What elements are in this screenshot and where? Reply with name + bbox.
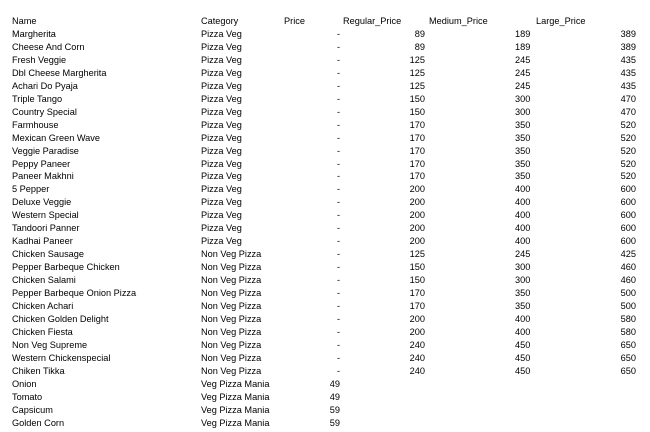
cell-medium-price: 400 bbox=[515, 326, 531, 337]
cell-medium-price: 450 bbox=[515, 352, 531, 363]
cell-medium-price: 245 bbox=[515, 249, 531, 260]
cell-name: Deluxe Veggie bbox=[12, 197, 72, 208]
cell-name: Pepper Barbeque Chicken bbox=[12, 262, 120, 273]
cell-medium-price: 300 bbox=[515, 275, 531, 286]
cell-category: Pizza Veg bbox=[201, 197, 242, 208]
table-row bbox=[0, 365, 650, 378]
table-row bbox=[0, 235, 650, 248]
cell-medium-price: 450 bbox=[515, 339, 531, 350]
cell-name: Fresh Veggie bbox=[12, 54, 67, 65]
cell-price: - bbox=[336, 171, 340, 182]
table-row bbox=[0, 183, 650, 196]
cell-medium-price: 400 bbox=[515, 197, 531, 208]
cell-name: Cheese And Corn bbox=[12, 41, 85, 52]
cell-name: Golden Corn bbox=[12, 417, 65, 428]
cell-category: Veg Pizza Mania bbox=[201, 404, 270, 415]
cell-name: Pepper Barbeque Onion Pizza bbox=[12, 288, 137, 298]
cell-medium-price: 245 bbox=[515, 80, 531, 91]
header-name: Name bbox=[12, 16, 37, 26]
cell-category: Non Veg Pizza bbox=[201, 352, 262, 363]
cell-price: - bbox=[336, 223, 340, 234]
cell-large-price: 650 bbox=[620, 339, 636, 350]
header-medium-price: Medium_Price bbox=[429, 16, 488, 26]
cell-regular-price: 200 bbox=[409, 210, 425, 221]
cell-price: - bbox=[336, 326, 340, 337]
cell-large-price: 580 bbox=[620, 326, 636, 337]
cell-name: Chiken Tikka bbox=[12, 365, 65, 376]
cell-price: - bbox=[336, 80, 340, 91]
cell-price: - bbox=[336, 210, 340, 221]
cell-category: Pizza Veg bbox=[201, 67, 242, 78]
cell-name: Veggie Paradise bbox=[12, 145, 79, 156]
cell-price: 49 bbox=[329, 391, 340, 402]
table-row bbox=[0, 352, 650, 365]
cell-name: Chicken Golden Delight bbox=[12, 313, 109, 324]
cell-price: - bbox=[336, 106, 340, 117]
cell-regular-price: 170 bbox=[409, 132, 425, 143]
cell-regular-price: 200 bbox=[409, 313, 425, 324]
cell-category: Non Veg Pizza bbox=[201, 249, 262, 260]
table-row bbox=[0, 339, 650, 352]
table-row bbox=[0, 261, 650, 274]
cell-category: Pizza Veg bbox=[201, 54, 242, 65]
cell-category: Veg Pizza Mania bbox=[201, 378, 270, 389]
cell-large-price: 470 bbox=[620, 106, 636, 117]
cell-medium-price: 189 bbox=[515, 29, 531, 39]
cell-regular-price: 170 bbox=[409, 300, 425, 311]
cell-medium-price: 400 bbox=[515, 184, 531, 195]
cell-large-price: 520 bbox=[620, 171, 636, 182]
table-row bbox=[0, 248, 650, 261]
cell-regular-price: 170 bbox=[409, 171, 425, 182]
cell-regular-price: 200 bbox=[409, 184, 425, 195]
cell-name: Western Special bbox=[12, 210, 79, 221]
cell-price: - bbox=[336, 352, 340, 363]
cell-regular-price: 125 bbox=[409, 54, 425, 65]
table-row bbox=[0, 145, 650, 158]
cell-price: 59 bbox=[329, 404, 340, 415]
cell-price: - bbox=[336, 93, 340, 104]
cell-large-price: 600 bbox=[620, 236, 636, 247]
table-row bbox=[0, 106, 650, 119]
cell-regular-price: 170 bbox=[409, 119, 425, 130]
table-row bbox=[0, 417, 650, 430]
cell-category: Pizza Veg bbox=[201, 80, 242, 91]
table-row bbox=[0, 209, 650, 222]
cell-medium-price: 350 bbox=[515, 171, 531, 182]
cell-large-price: 600 bbox=[620, 223, 636, 234]
cell-large-price: 425 bbox=[620, 249, 636, 260]
cell-price: - bbox=[336, 145, 340, 156]
cell-price: - bbox=[336, 249, 340, 260]
cell-regular-price: 89 bbox=[414, 41, 425, 52]
cell-name: Kadhai Paneer bbox=[12, 236, 73, 247]
header-price: Price bbox=[284, 16, 305, 26]
table-row bbox=[0, 391, 650, 404]
cell-category: Veg Pizza Mania bbox=[201, 391, 270, 402]
cell-regular-price: 200 bbox=[409, 326, 425, 337]
header-large-price: Large_Price bbox=[536, 16, 586, 26]
cell-regular-price: 240 bbox=[409, 365, 425, 376]
cell-name: Mexican Green Wave bbox=[12, 132, 100, 143]
cell-category: Non Veg Pizza bbox=[201, 339, 262, 350]
header-row bbox=[0, 15, 650, 28]
header-regular-price: Regular_Price bbox=[343, 16, 402, 26]
header-category: Category bbox=[201, 16, 239, 26]
cell-price: - bbox=[336, 184, 340, 195]
cell-large-price: 435 bbox=[620, 67, 636, 78]
cell-price: - bbox=[336, 300, 340, 311]
cell-regular-price: 150 bbox=[409, 106, 425, 117]
cell-medium-price: 350 bbox=[515, 158, 531, 169]
cell-large-price: 460 bbox=[620, 275, 636, 286]
cell-price: - bbox=[336, 132, 340, 143]
cell-large-price: 435 bbox=[620, 80, 636, 91]
cell-category: Veg Pizza Mania bbox=[201, 417, 270, 428]
cell-large-price: 470 bbox=[620, 93, 636, 104]
cell-regular-price: 125 bbox=[409, 67, 425, 78]
table-row bbox=[0, 54, 650, 67]
cell-regular-price: 240 bbox=[409, 352, 425, 363]
cell-medium-price: 400 bbox=[515, 223, 531, 234]
cell-price: - bbox=[336, 41, 340, 52]
cell-price: - bbox=[336, 29, 340, 39]
cell-large-price: 600 bbox=[620, 210, 636, 221]
cell-large-price: 600 bbox=[620, 197, 636, 208]
table-row bbox=[0, 67, 650, 80]
table-row bbox=[0, 287, 650, 300]
cell-category: Pizza Veg bbox=[201, 158, 242, 169]
cell-category: Pizza Veg bbox=[201, 119, 242, 130]
cell-price: 49 bbox=[329, 378, 340, 389]
table-row bbox=[0, 28, 650, 41]
cell-category: Non Veg Pizza bbox=[201, 313, 262, 324]
cell-price: - bbox=[336, 262, 340, 273]
cell-large-price: 580 bbox=[620, 313, 636, 324]
table-row bbox=[0, 404, 650, 417]
cell-medium-price: 350 bbox=[515, 300, 531, 311]
cell-price: 59 bbox=[329, 417, 340, 428]
cell-regular-price: 150 bbox=[409, 262, 425, 273]
cell-large-price: 389 bbox=[620, 29, 636, 39]
table-row bbox=[0, 93, 650, 106]
cell-name: Chicken Sausage bbox=[12, 249, 85, 260]
cell-name: Chicken Achari bbox=[12, 300, 74, 311]
cell-large-price: 520 bbox=[620, 119, 636, 130]
cell-price: - bbox=[336, 275, 340, 286]
cell-name: Peppy Paneer bbox=[12, 158, 71, 169]
cell-name: Margherita bbox=[12, 29, 56, 39]
cell-category: Non Veg Pizza bbox=[201, 365, 262, 376]
cell-large-price: 500 bbox=[620, 288, 636, 298]
cell-large-price: 520 bbox=[620, 145, 636, 156]
cell-large-price: 520 bbox=[620, 158, 636, 169]
cell-medium-price: 400 bbox=[515, 210, 531, 221]
cell-price: - bbox=[336, 365, 340, 376]
cell-regular-price: 200 bbox=[409, 197, 425, 208]
cell-name: Chicken Salami bbox=[12, 275, 76, 286]
cell-price: - bbox=[336, 158, 340, 169]
cell-category: Pizza Veg bbox=[201, 132, 242, 143]
table-row bbox=[0, 274, 650, 287]
cell-category: Pizza Veg bbox=[201, 210, 242, 221]
cell-category: Non Veg Pizza bbox=[201, 275, 262, 286]
table-row bbox=[0, 119, 650, 132]
cell-category: Pizza Veg bbox=[201, 93, 242, 104]
cell-large-price: 460 bbox=[620, 262, 636, 273]
cell-category: Non Veg Pizza bbox=[201, 300, 262, 311]
cell-medium-price: 245 bbox=[515, 54, 531, 65]
cell-name: Triple Tango bbox=[12, 93, 63, 104]
cell-category: Pizza Veg bbox=[201, 171, 242, 182]
cell-name: Tandoori Panner bbox=[12, 223, 80, 234]
cell-name: Paneer Makhni bbox=[12, 171, 74, 182]
cell-category: Non Veg Pizza bbox=[201, 288, 262, 298]
table-row bbox=[0, 378, 650, 391]
table-row bbox=[0, 313, 650, 326]
cell-regular-price: 200 bbox=[409, 236, 425, 247]
cell-price: - bbox=[336, 339, 340, 350]
cell-large-price: 435 bbox=[620, 54, 636, 65]
cell-name: Tomato bbox=[12, 391, 43, 402]
cell-name: Western Chickenspecial bbox=[12, 352, 111, 363]
cell-medium-price: 350 bbox=[515, 132, 531, 143]
table-row bbox=[0, 300, 650, 313]
cell-large-price: 650 bbox=[620, 365, 636, 376]
cell-name: Chicken Fiesta bbox=[12, 326, 73, 337]
cell-large-price: 650 bbox=[620, 352, 636, 363]
cell-category: Pizza Veg bbox=[201, 236, 242, 247]
cell-large-price: 500 bbox=[620, 300, 636, 311]
cell-category: Non Veg Pizza bbox=[201, 262, 262, 273]
cell-name: Farmhouse bbox=[12, 119, 59, 130]
cell-name: Non Veg Supreme bbox=[12, 339, 88, 350]
cell-regular-price: 200 bbox=[409, 223, 425, 234]
cell-name: Onion bbox=[12, 378, 37, 389]
cell-large-price: 600 bbox=[620, 184, 636, 195]
cell-medium-price: 245 bbox=[515, 67, 531, 78]
cell-regular-price: 125 bbox=[409, 80, 425, 91]
cell-price: - bbox=[336, 54, 340, 65]
cell-regular-price: 170 bbox=[409, 145, 425, 156]
cell-category: Non Veg Pizza bbox=[201, 326, 262, 337]
cell-category: Pizza Veg bbox=[201, 145, 242, 156]
table-row bbox=[0, 158, 650, 171]
cell-regular-price: 240 bbox=[409, 339, 425, 350]
cell-medium-price: 400 bbox=[515, 313, 531, 324]
cell-price: - bbox=[336, 313, 340, 324]
cell-name: Achari Do Pyaja bbox=[12, 80, 78, 91]
cell-price: - bbox=[336, 67, 340, 78]
cell-regular-price: 170 bbox=[409, 288, 425, 298]
table-row bbox=[0, 170, 650, 183]
cell-category: Pizza Veg bbox=[201, 29, 242, 39]
table-row bbox=[0, 196, 650, 209]
cell-regular-price: 125 bbox=[409, 249, 425, 260]
cell-large-price: 520 bbox=[620, 132, 636, 143]
cell-large-price: 389 bbox=[620, 41, 636, 52]
cell-name: 5 Pepper bbox=[12, 184, 50, 195]
cell-price: - bbox=[336, 288, 340, 298]
cell-medium-price: 350 bbox=[515, 119, 531, 130]
cell-regular-price: 150 bbox=[409, 93, 425, 104]
cell-medium-price: 300 bbox=[515, 106, 531, 117]
cell-category: Pizza Veg bbox=[201, 223, 242, 234]
cell-name: Dbl Cheese Margherita bbox=[12, 67, 107, 78]
cell-name: Country Special bbox=[12, 106, 77, 117]
cell-category: Pizza Veg bbox=[201, 184, 242, 195]
cell-category: Pizza Veg bbox=[201, 106, 242, 117]
cell-medium-price: 400 bbox=[515, 236, 531, 247]
cell-regular-price: 89 bbox=[414, 29, 425, 39]
cell-price: - bbox=[336, 236, 340, 247]
cell-regular-price: 150 bbox=[409, 275, 425, 286]
table-row bbox=[0, 222, 650, 235]
table-row bbox=[0, 80, 650, 93]
table-row bbox=[0, 41, 650, 54]
cell-category: Pizza Veg bbox=[201, 41, 242, 52]
table-row bbox=[0, 132, 650, 145]
cell-price: - bbox=[336, 119, 340, 130]
table-row bbox=[0, 326, 650, 339]
cell-regular-price: 170 bbox=[409, 158, 425, 169]
cell-medium-price: 189 bbox=[515, 41, 531, 52]
cell-name: Capsicum bbox=[12, 404, 53, 415]
cell-medium-price: 350 bbox=[515, 145, 531, 156]
cell-medium-price: 300 bbox=[515, 262, 531, 273]
cell-price: - bbox=[336, 197, 340, 208]
cell-medium-price: 350 bbox=[515, 288, 531, 298]
cell-medium-price: 450 bbox=[515, 365, 531, 376]
cell-medium-price: 300 bbox=[515, 93, 531, 104]
